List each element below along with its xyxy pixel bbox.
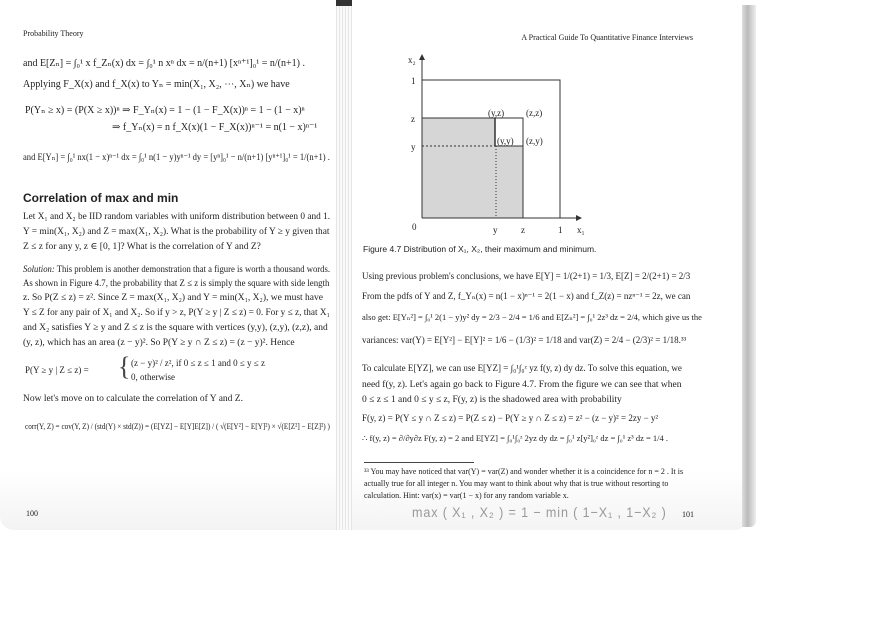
x-axis-arrow-icon <box>576 215 582 221</box>
origin-label: 0 <box>412 222 417 232</box>
point-zy-label: (z,y) <box>526 136 543 146</box>
text-line: also get: E[Yₙ²] = ∫₀¹ 2(1 − y)y² dy = 2/3 − 2/4 = 1/6 and E[Zₙ²] = ∫₀¹ 2z³ dz = 2/4, which give us the <box>362 312 702 322</box>
text-line: F(y, z) = P(Y ≤ y ∩ Z ≤ z) = P(Z ≤ z) − P(Y ≥ y ∩ Z ≤ z) = z² − (z − y)² = 2zy − y² <box>362 413 659 423</box>
footnote-line: actually true for all integer n. You may want to think about why that is true without resorting to <box>364 479 669 488</box>
shaded-region-right <box>495 146 523 218</box>
piecewise-lhs: P(Y ≥ y | Z ≤ z) = <box>25 365 89 375</box>
problem-line: Y = min(X₁, X₂) and Z = max(X₁, X₂). What is the probability of Y ≥ y given that <box>23 227 330 237</box>
tick-z-y: z <box>411 114 415 124</box>
problem-line: Let X₁ and X₂ be IID random variables with uniform distribution between 0 and 1. <box>23 212 331 222</box>
y-axis-arrow-icon <box>419 54 425 60</box>
text-line: To calculate E[YZ], we can use E[YZ] = ∫₀¹∫₀ᶻ yz f(y, z) dy dz. To solve this equation, we <box>362 363 682 373</box>
tick-y-y: y <box>411 142 416 152</box>
correlation-equation: corr(Y, Z) = cov(Y, Z) / (std(Y) × std(Z)) = (E[YZ] − E[Y]E[Z]) / ( √(E[Y²] − E[Y]²) × √(E[Z²] − E[Z]²) ) <box>25 421 330 431</box>
problem-line: Z ≤ z for any y, z ∈ [0, 1]? What is the correlation of Y and Z? <box>23 242 261 252</box>
text-line: 0 ≤ z ≤ 1 and 0 ≤ y ≤ z, F(y, z) is the shadowed area with probability <box>362 395 622 405</box>
point-yz-label: (y,z) <box>488 108 505 118</box>
equation-f-yn: ⇒ f_Yₙ(x) = n f_X(x)(1 − F_X(x))ⁿ⁻¹ = n(1 − x)ⁿ⁻¹ <box>112 122 318 133</box>
text-line: From the pdfs of Y and Z, f_Yₙ(x) = n(1 − x)ⁿ⁻¹ = 2(1 − x) and f_Z(z) = nzⁿ⁻¹ = 2z, we can <box>362 291 691 301</box>
shaded-region-left <box>422 118 495 218</box>
solution-line: As shown in Figure 4.7, the probability that Z ≤ z is simply the square with side length <box>23 279 330 289</box>
figure-4-7 <box>352 0 747 240</box>
running-header: Probability Theory <box>23 29 84 38</box>
solution-line: Y ≤ Z for any pair of X₁ and X₂. So if y > z, P(Y ≥ y | Z ≤ z) = 0. For y ≤ z, that X₁ <box>23 308 330 318</box>
section-title: Correlation of max and min <box>23 191 179 205</box>
tick-z-x: z <box>521 225 525 235</box>
running-header: A Practical Guide To Quantitative Finance Interviews <box>521 33 693 42</box>
page-number: 101 <box>682 510 694 519</box>
footnote-line: calculation. Hint: var(x) = var(1 − x) for any random variable x. <box>364 491 569 500</box>
text-line: Using previous problem's conclusions, we have E[Y] = 1/(2+1) = 1/3, E[Z] = 2/(2+1) = 2/3 <box>362 271 691 281</box>
book-gutter <box>336 0 352 530</box>
text-line: variances: var(Y) = E[Y²] − E[Y]² = 1/6 − (1/3)² = 1/18 and var(Z) = 2/4 − (2/3)² = 1/18.³³ <box>362 335 687 345</box>
equation-e-zn: and E[Zₙ] = ∫₀¹ x f_Zₙ(x) dx = ∫₀¹ n xⁿ dx = n/(n+1) [xⁿ⁺¹]₀¹ = n/(n+1) . <box>23 58 305 69</box>
piecewise-case-2: 0, otherwise <box>131 372 175 382</box>
piecewise-case-1: (z − y)² / z², if 0 ≤ z ≤ 1 and 0 ≤ y ≤ z <box>131 358 265 368</box>
equation-p-yn: P(Yₙ ≥ x) = (P(X ≥ x))ⁿ ⇒ F_Yₙ(x) = 1 − (1 − F_X(x))ⁿ = 1 − (1 − x)ⁿ <box>25 105 305 116</box>
y-axis-label: x₂ <box>408 55 416 65</box>
text-line: Applying F_X(x) and f_X(x) to Yₙ = min(X₁, X₂, ⋯, Xₙ) we have <box>23 79 290 90</box>
text-line: Now let's move on to calculate the correlation of Y and Z. <box>23 394 243 404</box>
tick-y-x: y <box>493 225 498 235</box>
text-line: need f(y, z). Let's again go back to Figure 4.7. From the figure we can see that when <box>362 380 682 390</box>
right-page <box>352 0 747 530</box>
footnote-rule <box>364 462 474 463</box>
solution-line <box>23 264 330 276</box>
page-number: 100 <box>26 509 38 518</box>
point-zz-label: (z,z) <box>526 108 543 118</box>
x-axis-label: x₁ <box>577 225 585 235</box>
tick-1-x: 1 <box>558 225 563 235</box>
brace: { <box>118 352 131 381</box>
solution-line: z. So P(Z ≤ z) = z². Since Z = max(X₁, X₂) and Y = min(X₁, X₂), we must have <box>23 293 323 303</box>
text-line: ∴ f(y, z) = ∂/∂y∂z F(y, z) = 2 and E[YZ] = ∫₀¹∫₀ᶻ 2yz dy dz = ∫₀¹ z[y²]₀ᶻ dz = ∫₀¹ z³ dz = 1/4 . <box>362 433 668 443</box>
solution-line: and X₂ satisfies Y ≥ y and Z ≤ z is the square with vertices (y,y), (z,y), (z,z), and <box>23 323 328 333</box>
equation-e-yn: and E[Yₙ] = ∫₀¹ nx(1 − x)ⁿ⁻¹ dx = ∫₀¹ n(1 − y)yⁿ⁻¹ dy = [yⁿ]₀¹ − n/(n+1) [yⁿ⁺¹]₀¹ = 1/(n+1) . <box>23 153 330 163</box>
solution-label: Solution: <box>23 265 55 275</box>
solution-text: This problem is another demonstration that a figure is worth a thousand words. <box>54 265 331 275</box>
page-edge <box>742 5 756 527</box>
gutter-shadow <box>336 0 352 6</box>
point-yy-label: (y,y) <box>497 136 514 146</box>
figure-caption: Figure 4.7 Distribution of X₁, X₂, their maximum and minimum. <box>363 244 597 254</box>
solution-line: (y, z), which has an area (z − y)². So P(Y ≥ y ∩ Z ≤ z) = (z − y)². Hence <box>23 338 295 348</box>
tick-1-y: 1 <box>411 76 416 86</box>
footnote-line: ³³ You may have noticed that var(Y) = var(Z) and wonder whether it is a coincidence for n = 2 . It is <box>364 467 684 476</box>
left-page <box>0 0 345 530</box>
handwritten-note: max ( X₁ , X₂ ) = 1 − min ( 1−X₁ , 1−X₂ ) <box>412 504 667 520</box>
